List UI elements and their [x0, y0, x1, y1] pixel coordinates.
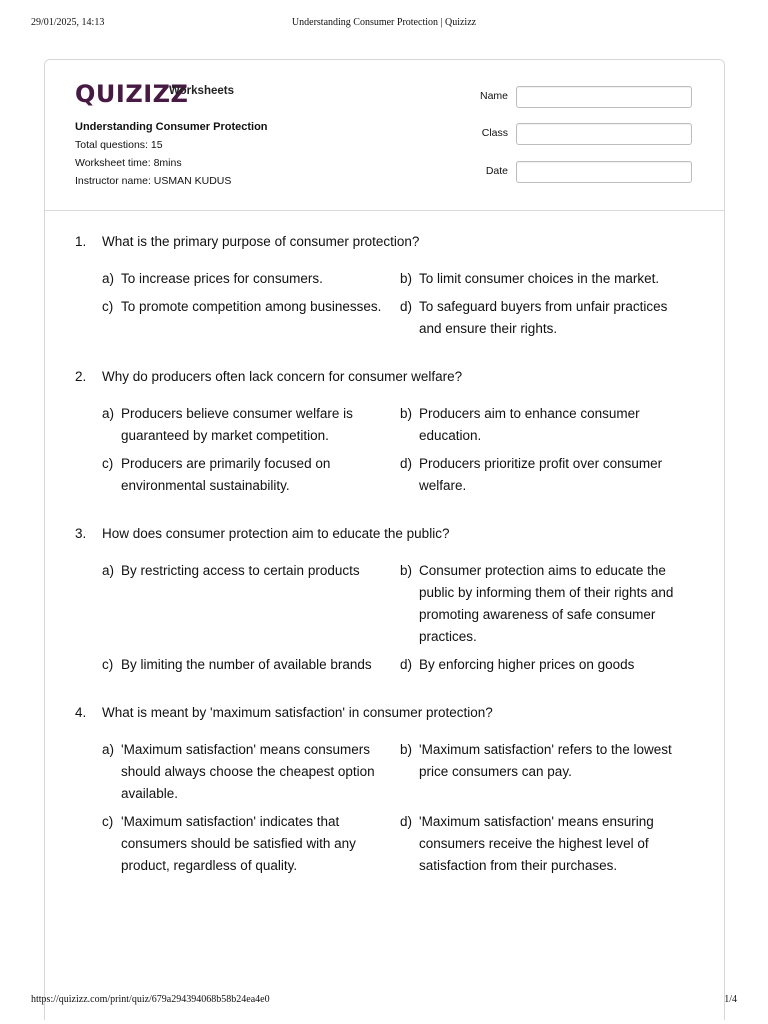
print-datetime: 29/01/2025, 14:13 — [31, 17, 105, 28]
total-questions: Total questions: 15 — [75, 139, 163, 151]
worksheet-time: Worksheet time: 8mins — [75, 157, 182, 169]
page-number: 1/4 — [724, 994, 737, 1005]
print-url: https://quizizz.com/print/quiz/679a294394068b58b24ea4e0 — [31, 994, 270, 1005]
option-text: Producers are primarily focused on environmental sustainability. — [121, 456, 331, 493]
worksheet-header — [45, 60, 724, 211]
option-a — [102, 268, 400, 290]
option-letter: b) — [400, 742, 413, 757]
question-number: 3. — [75, 526, 87, 541]
option-a — [102, 560, 400, 648]
option-text: To safeguard buyers from unfair practices and ensure their rights. — [419, 299, 668, 336]
question-number: 4. — [75, 705, 87, 720]
question-text: What is meant by 'maximum satisfaction' in consumer protection? — [102, 705, 493, 720]
question-number: 2. — [75, 369, 87, 384]
option-d — [400, 453, 698, 497]
question-text: Why do producers often lack concern for consumer welfare? — [102, 369, 463, 384]
quizizz-logo: QUIZIZZ — [75, 80, 189, 108]
option-b — [400, 403, 698, 447]
date-label: Date — [485, 165, 508, 177]
option-letter: c) — [102, 657, 114, 672]
option-a — [102, 403, 400, 447]
option-letter: b) — [400, 271, 413, 286]
name-label: Name — [479, 90, 508, 102]
instructor-name: Instructor name: USMAN KUDUS — [75, 175, 232, 187]
date-field[interactable] — [516, 161, 692, 183]
option-text: By enforcing higher prices on goods — [419, 657, 635, 672]
answer-options — [102, 560, 695, 676]
option-text: By limiting the number of available brands — [121, 657, 372, 672]
question-1 — [75, 232, 695, 340]
option-c — [102, 811, 400, 877]
option-a — [102, 739, 400, 805]
answer-options — [102, 403, 695, 497]
print-footer — [0, 994, 768, 1008]
question-3 — [75, 524, 695, 676]
class-label: Class — [481, 127, 508, 139]
option-c — [102, 654, 400, 676]
print-header — [0, 17, 768, 31]
question-text: How does consumer protection aim to educate the public? — [102, 526, 450, 541]
worksheet-sheet — [44, 59, 725, 1020]
option-text: 'Maximum satisfaction' indicates that consumers should be satisfied with any product, regardless of quality. — [121, 814, 356, 873]
option-letter: c) — [102, 456, 114, 471]
option-d — [400, 811, 698, 877]
question-list — [75, 232, 695, 904]
option-c — [102, 453, 400, 497]
option-text: Consumer protection aims to educate the public by informing them of their rights and promoting awareness of safe consumer practices. — [419, 563, 674, 644]
option-d — [400, 296, 698, 340]
answer-options — [102, 739, 695, 877]
option-text: To limit consumer choices in the market. — [419, 271, 660, 286]
option-letter: a) — [102, 406, 115, 421]
option-letter: b) — [400, 406, 413, 421]
option-b — [400, 560, 698, 648]
worksheet-title: Understanding Consumer Protection — [75, 121, 268, 133]
option-letter: a) — [102, 742, 115, 757]
worksheets-label: Worksheets — [169, 85, 234, 97]
question-number: 1. — [75, 234, 87, 249]
option-text: 'Maximum satisfaction' refers to the lowest price consumers can pay. — [419, 742, 672, 779]
option-text: To increase prices for consumers. — [121, 271, 323, 286]
option-letter: b) — [400, 563, 413, 578]
option-text: Producers believe consumer welfare is guaranteed by market competition. — [121, 406, 353, 443]
option-c — [102, 296, 400, 340]
option-letter: d) — [400, 814, 413, 829]
name-field[interactable] — [516, 86, 692, 108]
option-text: By restricting access to certain products — [121, 563, 360, 578]
option-letter: a) — [102, 563, 115, 578]
question-2 — [75, 367, 695, 497]
option-d — [400, 654, 698, 676]
option-letter: d) — [400, 456, 413, 471]
option-text: 'Maximum satisfaction' means consumers should always choose the cheapest option available. — [121, 742, 375, 801]
answer-options — [102, 268, 695, 340]
option-text: Producers prioritize profit over consumer welfare. — [419, 456, 663, 493]
question-4 — [75, 703, 695, 877]
option-letter: d) — [400, 657, 413, 672]
worksheet-meta — [75, 118, 268, 190]
option-text: Producers aim to enhance consumer education. — [419, 406, 640, 443]
option-letter: d) — [400, 299, 413, 314]
option-letter: a) — [102, 271, 115, 286]
question-text: What is the primary purpose of consumer protection? — [102, 234, 420, 249]
option-b — [400, 268, 698, 290]
option-letter: c) — [102, 299, 114, 314]
class-field[interactable] — [516, 123, 692, 145]
option-text: To promote competition among businesses. — [121, 299, 382, 314]
print-page-title: Understanding Consumer Protection | Quizizz — [291, 17, 477, 28]
option-b — [400, 739, 698, 805]
option-text: 'Maximum satisfaction' means ensuring consumers receive the highest level of satisfaction from their purchases. — [419, 814, 654, 873]
option-letter: c) — [102, 814, 114, 829]
